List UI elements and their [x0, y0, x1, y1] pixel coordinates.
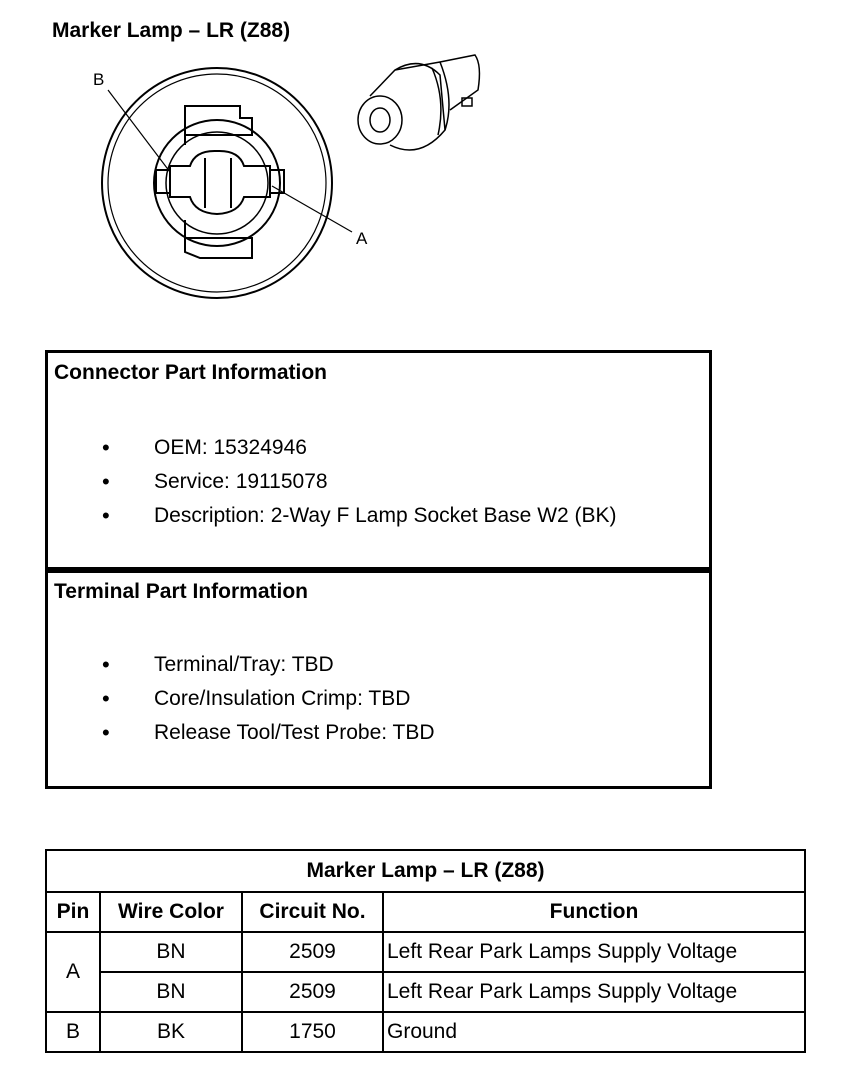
function: Left Rear Park Lamps Supply Voltage — [383, 972, 805, 1012]
pin: A — [46, 932, 100, 1012]
list-item — [48, 716, 435, 750]
connector-face — [102, 68, 332, 298]
list-item — [48, 431, 617, 465]
connector-part-info — [45, 350, 712, 573]
header-pin: Pin — [46, 892, 100, 932]
table-row — [46, 972, 805, 1012]
bullet: • — [102, 686, 110, 711]
table-row — [46, 1012, 805, 1052]
circuit-no: 2509 — [242, 932, 383, 972]
release-tool: Release Tool/Test Probe: TBD — [154, 721, 435, 744]
diagram-title: Marker Lamp – LR (Z88) — [52, 19, 291, 42]
circuit-no: 2509 — [242, 972, 383, 1012]
list-item — [48, 648, 435, 682]
table-title: Marker Lamp – LR (Z88) — [46, 850, 805, 892]
service-number: Service: 19115078 — [154, 470, 328, 493]
function: Ground — [383, 1012, 805, 1052]
crimp: Core/Insulation Crimp: TBD — [154, 687, 411, 710]
terminal-part-info — [45, 570, 712, 789]
header-function: Function — [383, 892, 805, 932]
callout-line-a — [272, 186, 352, 232]
wire-color: BK — [100, 1012, 242, 1052]
wire-color: BN — [100, 972, 242, 1012]
list-item — [48, 465, 617, 499]
header-wire-color: Wire Color — [100, 892, 242, 932]
callout-b: B — [93, 70, 105, 89]
pinout-table — [45, 849, 806, 1053]
bullet: • — [102, 720, 110, 745]
callout-a: A — [356, 229, 368, 248]
terminal-tray: Terminal/Tray: TBD — [154, 653, 334, 676]
bullet: • — [102, 435, 110, 460]
bullet: • — [102, 469, 110, 494]
circuit-no: 1750 — [242, 1012, 383, 1052]
oem-number: OEM: 15324946 — [154, 436, 307, 459]
description: Description: 2-Way F Lamp Socket Base W2 (BK) — [154, 504, 617, 527]
table-row — [46, 932, 805, 972]
pin: B — [46, 1012, 100, 1052]
connector-face-diagram — [0, 0, 864, 340]
list-item — [48, 682, 435, 716]
wire-color: BN — [100, 932, 242, 972]
header-circuit: Circuit No. — [242, 892, 383, 932]
terminal-heading: Terminal Part Information — [54, 580, 308, 603]
connector-heading: Connector Part Information — [54, 361, 328, 384]
lamp-socket-illustration — [358, 55, 479, 150]
function: Left Rear Park Lamps Supply Voltage — [383, 932, 805, 972]
bullet: • — [102, 652, 110, 677]
callout-line-b — [108, 90, 170, 172]
list-item — [48, 499, 617, 533]
bullet: • — [102, 503, 110, 528]
